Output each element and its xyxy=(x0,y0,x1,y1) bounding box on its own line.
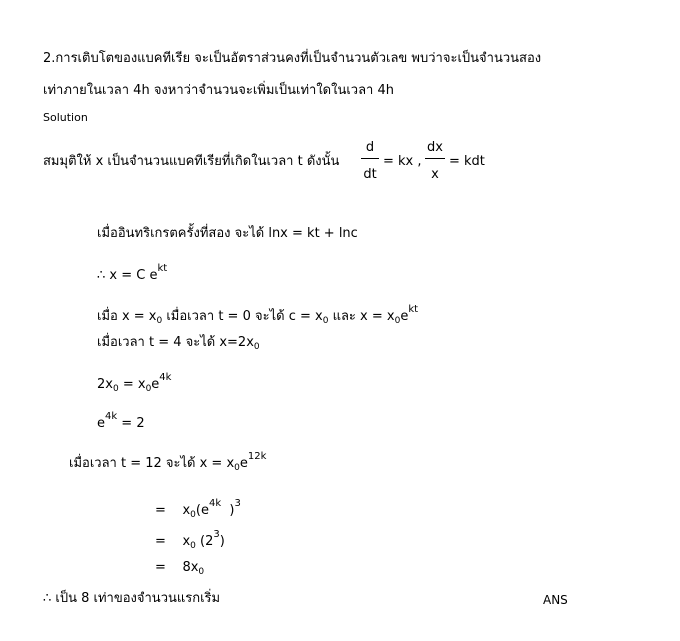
conclusion: ∴ เป็น 8 เท่าของจำนวนแรกเริ่ม xyxy=(43,591,221,606)
fraction-numerator: d xyxy=(365,140,375,155)
problem-line-2: เท่าภายในเวลา 4h จงหาว่าจำนวนจะเพิ่มเป็นเท่าใดในเวลา 4h xyxy=(43,83,394,98)
fraction-denominator: dt xyxy=(363,167,377,182)
time-4-condition: เมื่อเวลา t = 4 จะได้ $x=2x_0$ xyxy=(97,335,260,352)
result-line-2: = $x_0$ $(2^3)$ xyxy=(155,529,225,551)
solution-label: Solution xyxy=(43,111,88,124)
fraction-bar xyxy=(425,158,445,159)
initial-condition: เมื่อ $x = x_0$ เมื่อเวลา t = 0 จะได้ $c = x_0$ และ $x = x_0e^{kt}$ xyxy=(97,304,419,326)
time-12-condition: เมื่อเวลา t = 12 จะได้ $x = x_0e^{12k}$ xyxy=(69,451,267,473)
fraction-dx-x xyxy=(425,141,445,181)
fraction-d-dt xyxy=(361,141,379,181)
general-solution: ∴ x = C $e^{kt}$ xyxy=(97,263,168,283)
answer-label: ANS xyxy=(543,593,568,607)
fraction-numerator: dx xyxy=(427,140,443,155)
assumption-text: สมมุติให้ x เป็นจำนวนแบคทีเรียที่เกิดในเวลา t ดังนั้น xyxy=(43,154,340,169)
integrate-step: เมื่ออินทริเกรตครั้งที่สอง จะได้ lnx = kt + lnc xyxy=(97,226,358,241)
problem-line-1: 2.การเติบโตของแบคทีเรีย จะเป็นอัตราส่วนคงที่เป็นจำนวนตัวเลข พบว่าจะเป็นจำนวนสอง xyxy=(43,51,542,66)
equation-kdt: = kdt xyxy=(449,154,485,169)
therefore-symbol: ∴ xyxy=(97,268,106,283)
fraction-bar xyxy=(361,158,379,159)
result-line-3: = $8x_0$ xyxy=(155,560,205,577)
equation-kx: = kx , xyxy=(383,154,422,169)
therefore-symbol: ∴ xyxy=(43,591,52,606)
fraction-denominator: x xyxy=(431,167,439,182)
equation-e4k: $e^{4k} = 2$ xyxy=(97,411,145,431)
result-line-1: = $x_0(e^{4k}$ )$^3$ xyxy=(155,498,241,520)
equation-2x0: $2x_0 = x_0e^{4k}$ xyxy=(97,372,172,394)
